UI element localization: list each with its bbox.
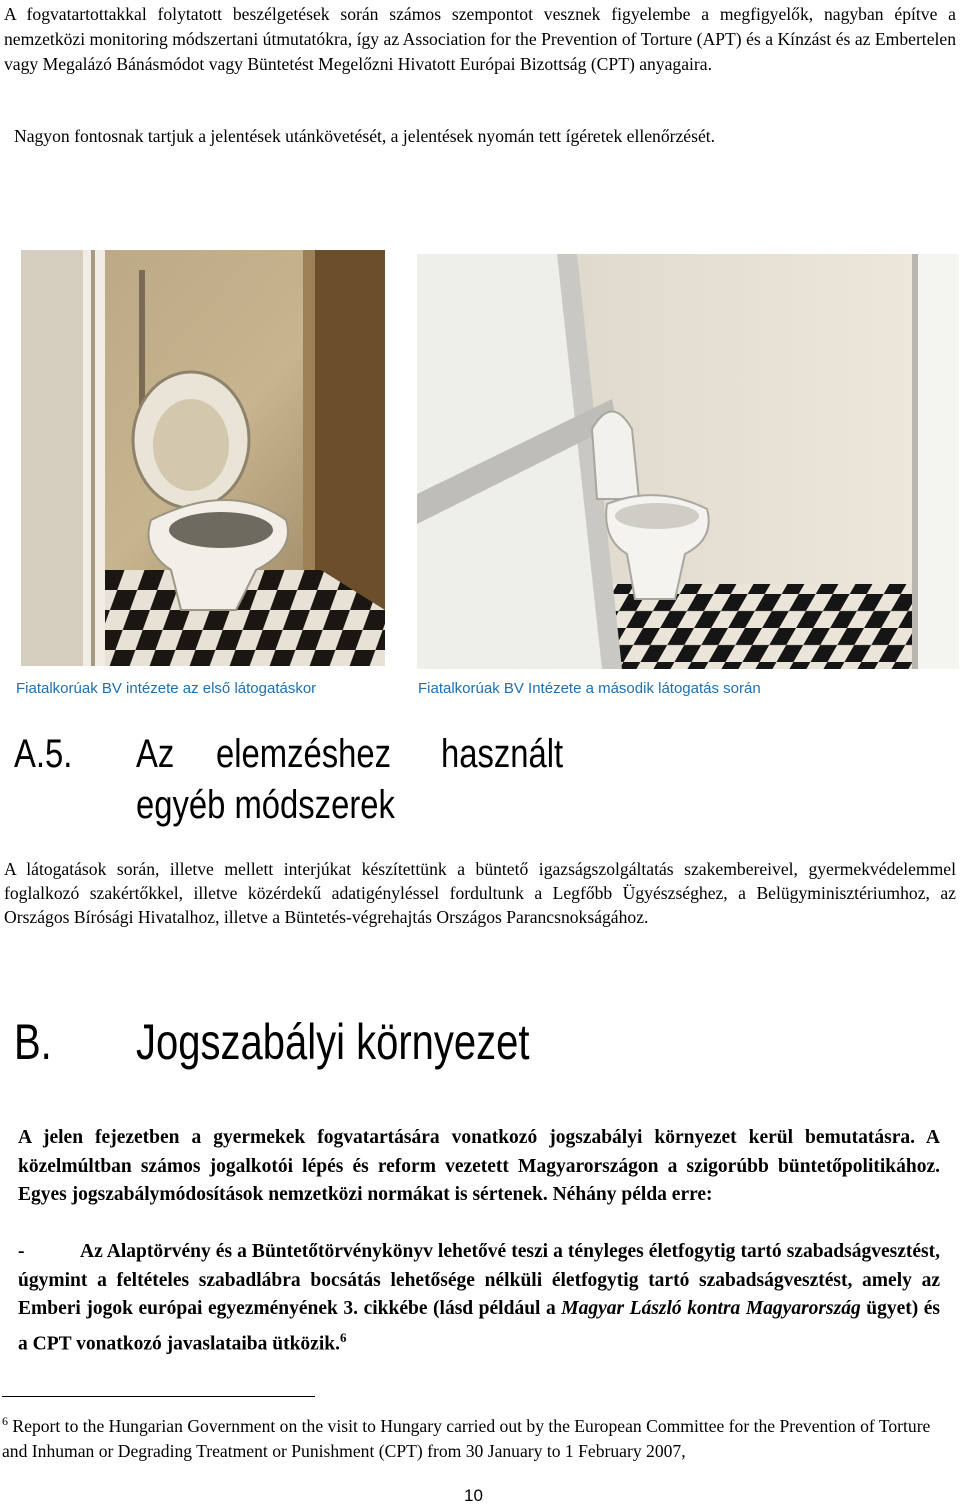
footnote-separator (2, 1396, 315, 1397)
bullet-text-part-1: Az Alaptörvény és a Büntetőtörvénykönyv lehetővé teszi a tényleges életfogytig tartó szabadságvesztést, úgymint a feltételes szabadlábra bocsátás lehetősége nélküli életfogytig tartó szabadságvesztést, amely az Emberi jogok európai egyezményének 3. cikkébe (lásd például a (18, 1241, 940, 1319)
section-a5-title-line-2: egyéb módszerek (136, 783, 395, 827)
footnote-text: Report to the Hungarian Government on the visit to Hungary carried out by the European Committee for the Prevention of Torture and Inhuman or Degrading Treatment or Punishment (CPT) from 30 January to 1 February 2007, (2, 1415, 931, 1461)
section-a5-title-word-2: elemzéshez (216, 732, 392, 776)
section-a5-title-word-3: használt (441, 732, 564, 776)
left-photo-caption: Fiatalkorúak BV intézete az első látogatáskor (16, 680, 317, 697)
section-b-title: Jogszabályi környezet (136, 1014, 530, 1070)
bullet-text-part-2: ügyet) és a CPT vonatkozó javaslataiba ütközik. (18, 1298, 941, 1354)
footnote (2, 1409, 952, 1464)
intro-paragraph-2: Nagyon fontosnak tartjuk a jelentések utánkövetését, a jelentések nyomán tett ígéretek ellenőrzését. (14, 126, 716, 146)
photo-renovated-toilet (417, 254, 959, 669)
footnote-number: 6 (2, 1414, 8, 1428)
section-b-intro: A jelen fejezetben a gyermekek fogvatartására vonatkozó jogszabályi környezet kerül bemutatásra. A közelmúltban számos jogalkotói lépés és reform vezetett Magyarországon a szigorúbb büntetőpolitikához. Egyes jogszabálymódosítások nemzetközi normákat is sértenek. Néhány példa erre: (18, 1127, 940, 1205)
section-a5-number: A.5. (14, 732, 73, 776)
case-name: Magyar László kontra Magyarország (561, 1298, 861, 1319)
bullet-dash: - (18, 1241, 25, 1262)
section-a5-title-word-1: Az (136, 732, 175, 776)
intro-paragraph-1: A fogvatartottakkal folytatott beszélgetések során számos szempontot vesznek figyelembe a megfigyelők, nagyban építve a nemzetközi monitoring módszertani útmutatókra, így az Association for the Prevention of Torture (APT) és a Kínzást és az Embertelen vagy Megalázó Bánásmódot vagy Büntetést Megelőzni Hivatott Európai Bizottság (CPT) anyagaira. (4, 4, 956, 74)
photo-old-toilet (21, 250, 385, 666)
page-number: 10 (464, 1486, 483, 1505)
section-b-bullet (18, 1238, 940, 1359)
section-a5-body: A látogatások során, illetve mellett interjúkat készítettünk a büntető igazságszolgáltatás szakembereivel, gyermekvédelemmel foglalkozó szakértőkkel, illetve közérdekű adatigényléssel fordultunk a Legfőbb Ügyészséghez, a Belügyminisztériumhoz, az Országos Bírósági Hivatalhoz, illetve a Büntetés-végrehajtás Országos Parancsnokságához. (4, 859, 956, 927)
section-b-number: B. (14, 1014, 52, 1070)
right-photo-caption: Fiatalkorúak BV Intézete a második látogatás során (418, 680, 761, 697)
footnote-reference[interactable]: 6 (339, 1329, 347, 1345)
